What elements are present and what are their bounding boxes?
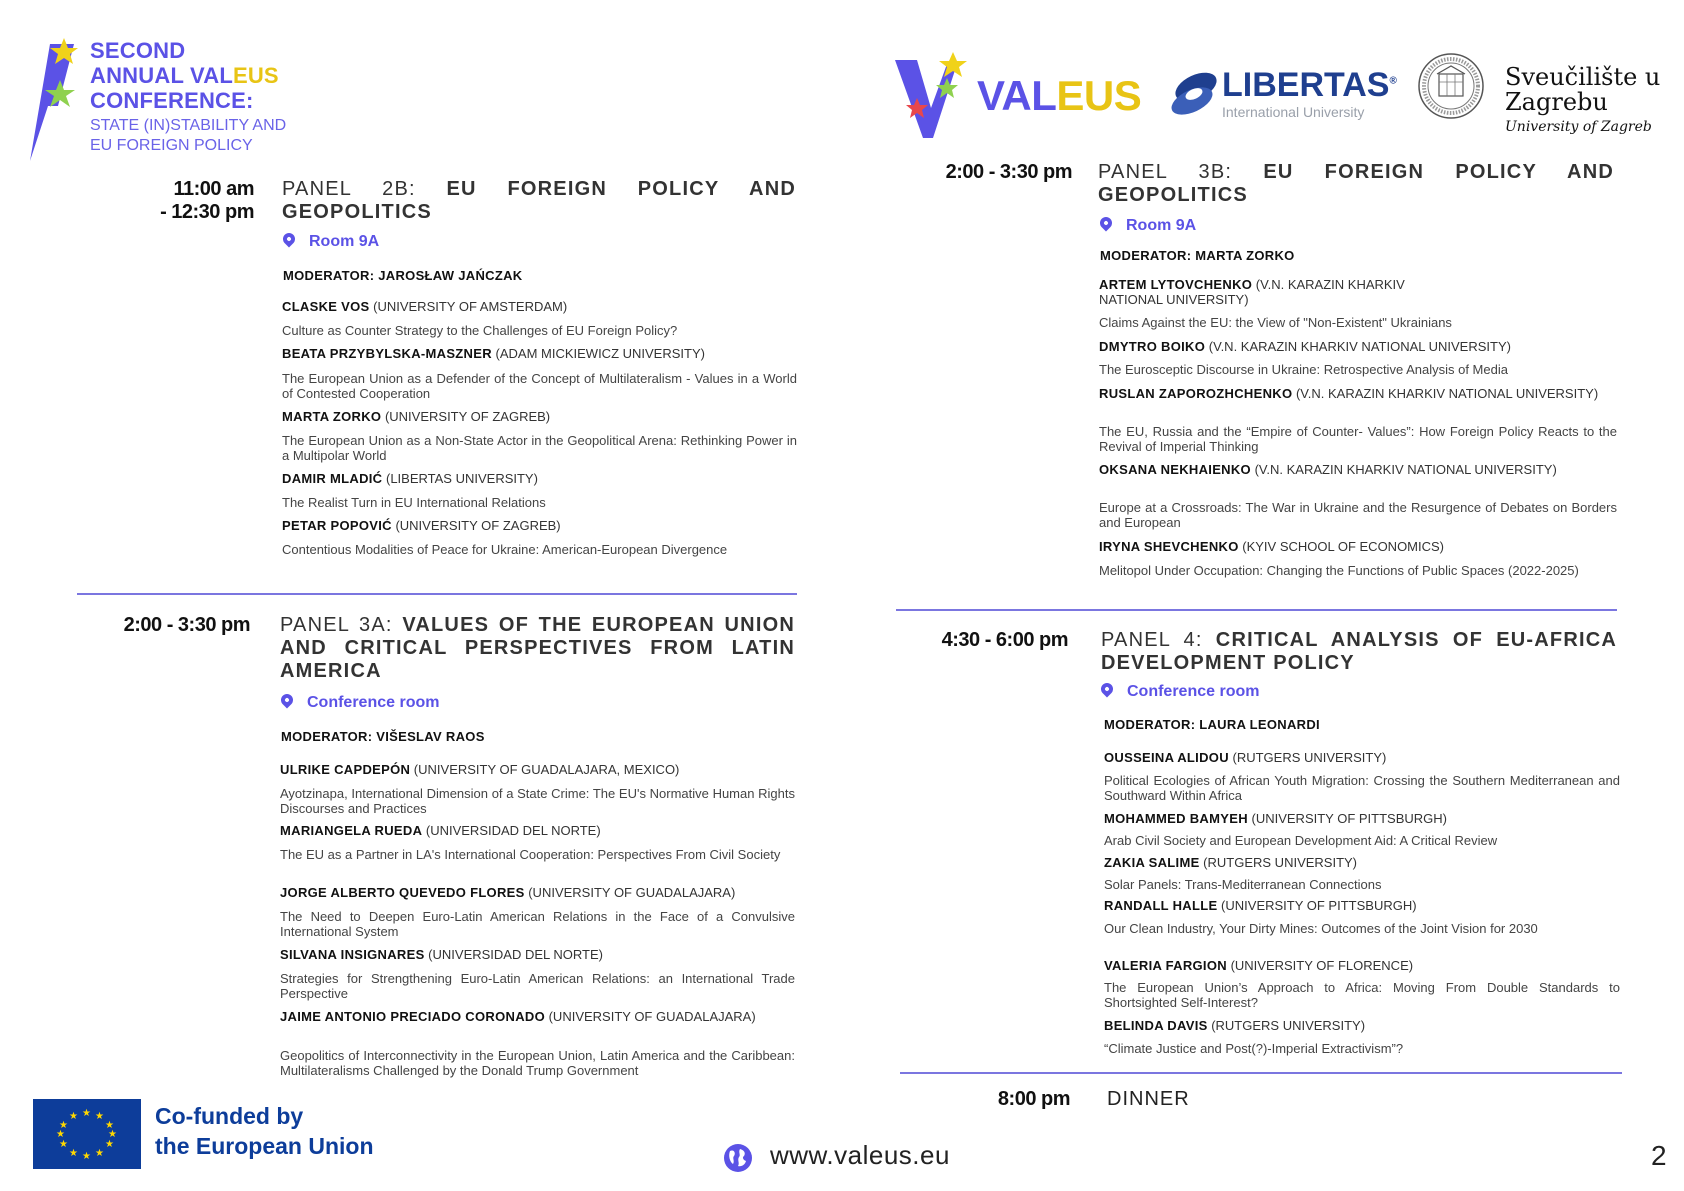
talk-title: The European Union as a Defender of the Concept of Multilateralism - Values in a World of Contested Cooperation <box>282 371 797 401</box>
conference-subtitle: STATE (IN)STABILITY AND EU FOREIGN POLICY <box>90 117 287 154</box>
eu-flag-icon: ★ ★ ★ ★ ★ ★ ★ ★ ★ ★ ★ ★ <box>33 1099 141 1169</box>
talk-title: “Climate Justice and Post(?)-Imperial Extractivism”? <box>1104 1041 1404 1056</box>
panel-3a-moderator: MODERATOR: VIŠESLAV RAOS <box>281 729 485 744</box>
location-pin-icon <box>1098 215 1115 232</box>
talk-title: Melitopol Under Occupation: Changing the Functions of Public Spaces (2022-2025) <box>1099 563 1579 578</box>
talk-title: Solar Panels: Trans-Mediterranean Connections <box>1104 877 1382 892</box>
panel-2b-time: 11:00 am - 12:30 pm <box>160 178 254 223</box>
valeus-logo-mark <box>895 52 975 142</box>
speaker: OKSANA NEKHAIENKO (V.N. KARAZIN KHARKIV NATIONAL UNIVERSITY) <box>1099 462 1557 477</box>
panel-2b-room: Room 9A <box>283 233 379 251</box>
speaker: BEATA PRZYBYLSKA-MASZNER (ADAM MICKIEWICZ UNIVERSITY) <box>282 346 705 361</box>
speaker: ZAKIA SALIME (RUTGERS UNIVERSITY) <box>1104 855 1358 870</box>
panel-3a-time: 2:00 - 3:30 pm <box>123 614 250 636</box>
location-pin-icon <box>281 231 298 248</box>
panel-4-room: Conference room <box>1101 683 1259 701</box>
talk-title: Arab Civil Society and European Development Aid: A Critical Review <box>1104 833 1498 848</box>
speaker: DAMIR MLADIĆ (LIBERTAS UNIVERSITY) <box>282 471 538 486</box>
libertas-logo-subtitle: International University <box>1222 104 1365 120</box>
conference-title: SECOND ANNUAL VALEUS CONFERENCE: <box>90 38 279 113</box>
conference-logo-mark <box>28 36 88 161</box>
panel-4-moderator: MODERATOR: LAURA LEONARDI <box>1104 717 1320 732</box>
talk-title: Political Ecologies of African Youth Migration: Crossing the Southern Mediterranean and Southward Within Africa <box>1104 773 1620 803</box>
panel-2b-moderator: MODERATOR: JAROSŁAW JAŃCZAK <box>283 268 523 283</box>
panel-3a-room: Conference room <box>281 694 439 712</box>
talk-title: Claims Against the EU: the View of "Non-Existent" Ukrainians <box>1099 315 1452 330</box>
talk-title: The Eurosceptic Discourse in Ukraine: Retrospective Analysis of Media <box>1099 362 1508 377</box>
globe-icon <box>724 1144 752 1172</box>
speaker: MARIANGELA RUEDA (UNIVERSIDAD DEL NORTE) <box>280 823 601 838</box>
speaker: JORGE ALBERTO QUEVEDO FLORES (UNIVERSITY OF GUADALAJARA) <box>280 885 736 900</box>
section-divider <box>896 609 1617 611</box>
panel-3b-moderator: MODERATOR: MARTA ZORKO <box>1100 248 1295 263</box>
page-number: 2 <box>1651 1140 1667 1171</box>
talk-title: The EU, Russia and the “Empire of Counter- Values”: How Foreign Policy Reacts to the Revival of Imperial Thinking <box>1099 424 1617 454</box>
talk-title: Culture as Counter Strategy to the Challenges of EU Foreign Policy? <box>282 323 678 338</box>
zagreb-seal-icon <box>1417 52 1485 120</box>
talk-title: Our Clean Industry, Your Dirty Mines: Outcomes of the Joint Vision for 2030 <box>1104 921 1538 936</box>
panel-2b-title: PANEL 2B: EU FOREIGN POLICY AND GEOPOLITICS <box>282 178 796 223</box>
talk-title: Ayotzinapa, International Dimension of a State Crime: The EU's Normative Human Rights Discourses and Practices <box>280 786 795 816</box>
panel-3b-time: 2:00 - 3:30 pm <box>945 161 1072 183</box>
dinner-label: DINNER <box>1107 1088 1190 1110</box>
talk-title: The EU as a Partner in LA's International Cooperation: Perspectives From Civil Society <box>280 847 781 862</box>
speaker: RANDALL HALLE (UNIVERSITY OF PITTSBURGH) <box>1104 898 1417 913</box>
zagreb-logo-subtitle: University of Zagreb <box>1505 119 1652 135</box>
talk-title: The European Union’s Approach to Africa: Moving From Double Standards to Shortsighted Self-Interest? <box>1104 980 1620 1010</box>
speaker: DMYTRO BOIKO (V.N. KARAZIN KHARKIV NATIONAL UNIVERSITY) <box>1099 339 1511 354</box>
website-link[interactable]: www.valeus.eu <box>770 1140 950 1170</box>
panel-4-title: PANEL 4: CRITICAL ANALYSIS OF EU-AFRICA DEVELOPMENT POLICY <box>1101 629 1617 674</box>
location-pin-icon <box>279 692 296 709</box>
speaker: ARTEM LYTOVCHENKO (V.N. KARAZIN KHARKIV NATIONAL UNIVERSITY) <box>1099 277 1405 307</box>
talk-title: Contentious Modalities of Peace for Ukraine: American-European Divergence <box>282 542 728 557</box>
speaker: VALERIA FARGION (UNIVERSITY OF FLORENCE) <box>1104 958 1414 973</box>
dinner-time: 8:00 pm <box>997 1088 1070 1110</box>
section-divider <box>900 1072 1622 1074</box>
talk-title: Europe at a Crossroads: The War in Ukraine and the Resurgence of Debates on Borders and European <box>1099 500 1617 530</box>
speaker: MOHAMMED BAMYEH (UNIVERSITY OF PITTSBURGH) <box>1104 811 1447 826</box>
speaker: ULRIKE CAPDEPÓN (UNIVERSITY OF GUADALAJARA, MEXICO) <box>280 762 680 777</box>
section-divider <box>77 593 797 595</box>
panel-4-time: 4:30 - 6:00 pm <box>941 629 1068 651</box>
speaker: OUSSEINA ALIDOU (RUTGERS UNIVERSITY) <box>1104 750 1387 765</box>
zagreb-logo-text: Sveučilište u Zagrebu <box>1505 63 1661 116</box>
speaker: RUSLAN ZAPOROZHCHENKO (V.N. KARAZIN KHARKIV NATIONAL UNIVERSITY) <box>1099 386 1599 401</box>
valeus-logo-text: VALEUS <box>977 72 1142 119</box>
talk-title: Strategies for Strengthening Euro-Latin American Relations: an International Trade Perspective <box>280 971 795 1001</box>
speaker: IRYNA SHEVCHENKO (KYIV SCHOOL OF ECONOMICS) <box>1099 539 1445 554</box>
speaker: CLASKE VOS (UNIVERSITY OF AMSTERDAM) <box>282 299 568 314</box>
eu-cofunded-text: Co-funded by the European Union <box>155 1103 374 1159</box>
panel-3a-title: PANEL 3A: VALUES OF THE EUROPEAN UNION AND CRITICAL PERSPECTIVES FROM LATIN AMERICA <box>280 614 795 682</box>
speaker: SILVANA INSIGNARES (UNIVERSIDAD DEL NORTE) <box>280 947 603 962</box>
speaker: MARTA ZORKO (UNIVERSITY OF ZAGREB) <box>282 409 551 424</box>
speaker: PETAR POPOVIĆ (UNIVERSITY OF ZAGREB) <box>282 518 561 533</box>
talk-title: The Need to Deepen Euro-Latin American Relations in the Face of a Convulsive International System <box>280 909 795 939</box>
panel-3b-room: Room 9A <box>1100 217 1196 235</box>
libertas-logo-text: LIBERTAS® <box>1222 66 1397 104</box>
libertas-logo-mark <box>1166 70 1220 118</box>
talk-title: The Realist Turn in EU International Relations <box>282 495 546 510</box>
talk-title: Geopolitics of Interconnectivity in the European Union, Latin America and the Caribbean: Multilateralisms Challenged by the Donald Trump Government <box>280 1048 795 1078</box>
location-pin-icon <box>1099 681 1116 698</box>
speaker: JAIME ANTONIO PRECIADO CORONADO (UNIVERSITY OF GUADALAJARA) <box>280 1009 756 1024</box>
panel-3b-title: PANEL 3B: EU FOREIGN POLICY AND GEOPOLITICS <box>1098 161 1614 206</box>
speaker: BELINDA DAVIS (RUTGERS UNIVERSITY) <box>1104 1018 1366 1033</box>
talk-title: The European Union as a Non-State Actor in the Geopolitical Arena: Rethinking Power in a Multipolar World <box>282 433 797 463</box>
